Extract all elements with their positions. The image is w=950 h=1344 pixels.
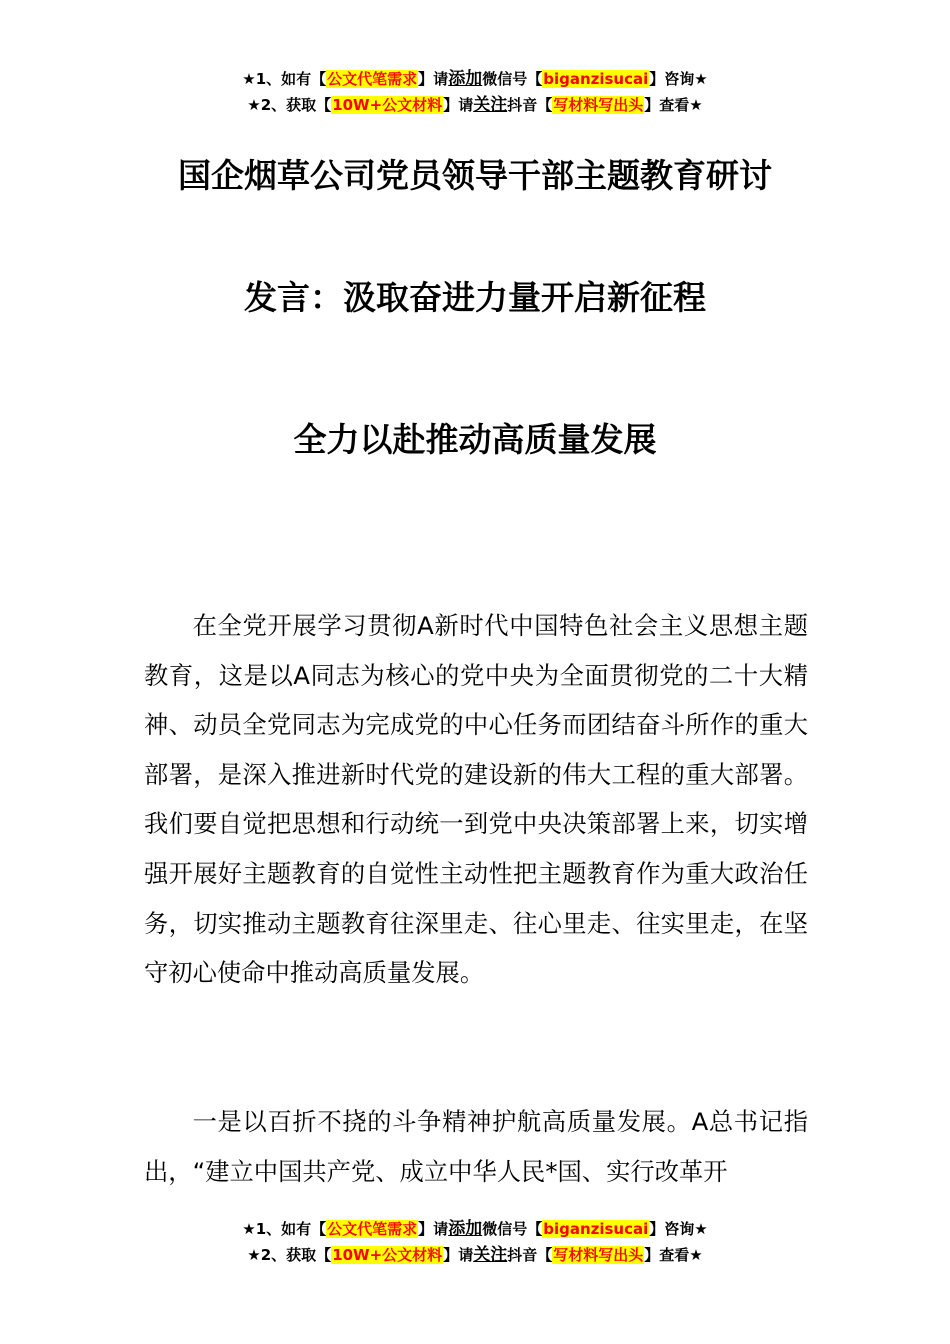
banner-highlight: 写材料写出头 <box>553 96 644 114</box>
body-paragraph: 一是以百折不挠的斗争精神护航高质量发展。A总书记指出，“建立中国共产党、成立中华人民*国、实行改革开 <box>144 1107 808 1186</box>
banner-text: 微信号【 <box>482 1220 543 1238</box>
banner-text: 】请 <box>418 1220 449 1238</box>
banner-line-2 <box>0 92 950 118</box>
banner-text: 】请 <box>418 70 449 88</box>
banner-line-1 <box>0 66 950 92</box>
banner-highlight: biganzisucai <box>543 70 649 88</box>
banner-text: ★2、获取【 <box>247 96 332 114</box>
header-banner <box>0 66 950 118</box>
banner-line-2 <box>0 1242 950 1268</box>
banner-highlight: 10W+公文材料 <box>332 1246 443 1264</box>
banner-line-1 <box>0 1216 950 1242</box>
banner-text: 抖音【 <box>507 96 553 114</box>
banner-highlight: 公文代笔需求 <box>327 70 418 88</box>
banner-text: 】咨询★ <box>649 70 708 88</box>
banner-highlight: biganzisucai <box>543 1220 649 1238</box>
banner-emphasis: 添加 <box>448 69 483 89</box>
banner-emphasis: 关注 <box>473 95 508 115</box>
banner-highlight: 10W+公文材料 <box>332 96 443 114</box>
banner-text: 】请 <box>443 1246 474 1264</box>
banner-text: ★1、如有【 <box>242 70 327 88</box>
banner-text: 微信号【 <box>482 70 543 88</box>
banner-emphasis: 添加 <box>448 1219 483 1239</box>
banner-text: ★1、如有【 <box>242 1220 327 1238</box>
document-title-line-2: 发言：汲取奋进力量开启新征程 <box>244 278 706 317</box>
banner-highlight: 公文代笔需求 <box>327 1220 418 1238</box>
footer-banner <box>0 1216 950 1268</box>
banner-highlight: 写材料写出头 <box>553 1246 644 1264</box>
banner-text: 】咨询★ <box>649 1220 708 1238</box>
document-title-line-1: 国企烟草公司党员领导干部主题教育研讨 <box>178 156 772 195</box>
banner-text: 】请 <box>443 96 474 114</box>
banner-text: 】查看★ <box>644 1246 703 1264</box>
body-paragraph: 在全党开展学习贯彻A新时代中国特色社会主义思想主题教育，这是以A同志为核心的党中央为全面贯彻党的二十大精神、动员全党同志为完成党的中心任务而团结奋斗所作的重大部署，是深入推进新时代党的建设新的伟大工程的重大部署。我们要自觉把思想和行动统一到党中央决策部署上来，切实增强开展好主题教育的自觉性主动性把主题教育作为重大政治任务，切实推动主题教育往深里走、往心里走、往实里走，在坚守初心使命中推动高质量发展。 <box>144 611 808 988</box>
banner-text: 抖音【 <box>507 1246 553 1264</box>
document-title-line-3: 全力以赴推动高质量发展 <box>293 420 657 459</box>
banner-text: 】查看★ <box>644 96 703 114</box>
banner-text: ★2、获取【 <box>247 1246 332 1264</box>
banner-emphasis: 关注 <box>473 1245 508 1265</box>
